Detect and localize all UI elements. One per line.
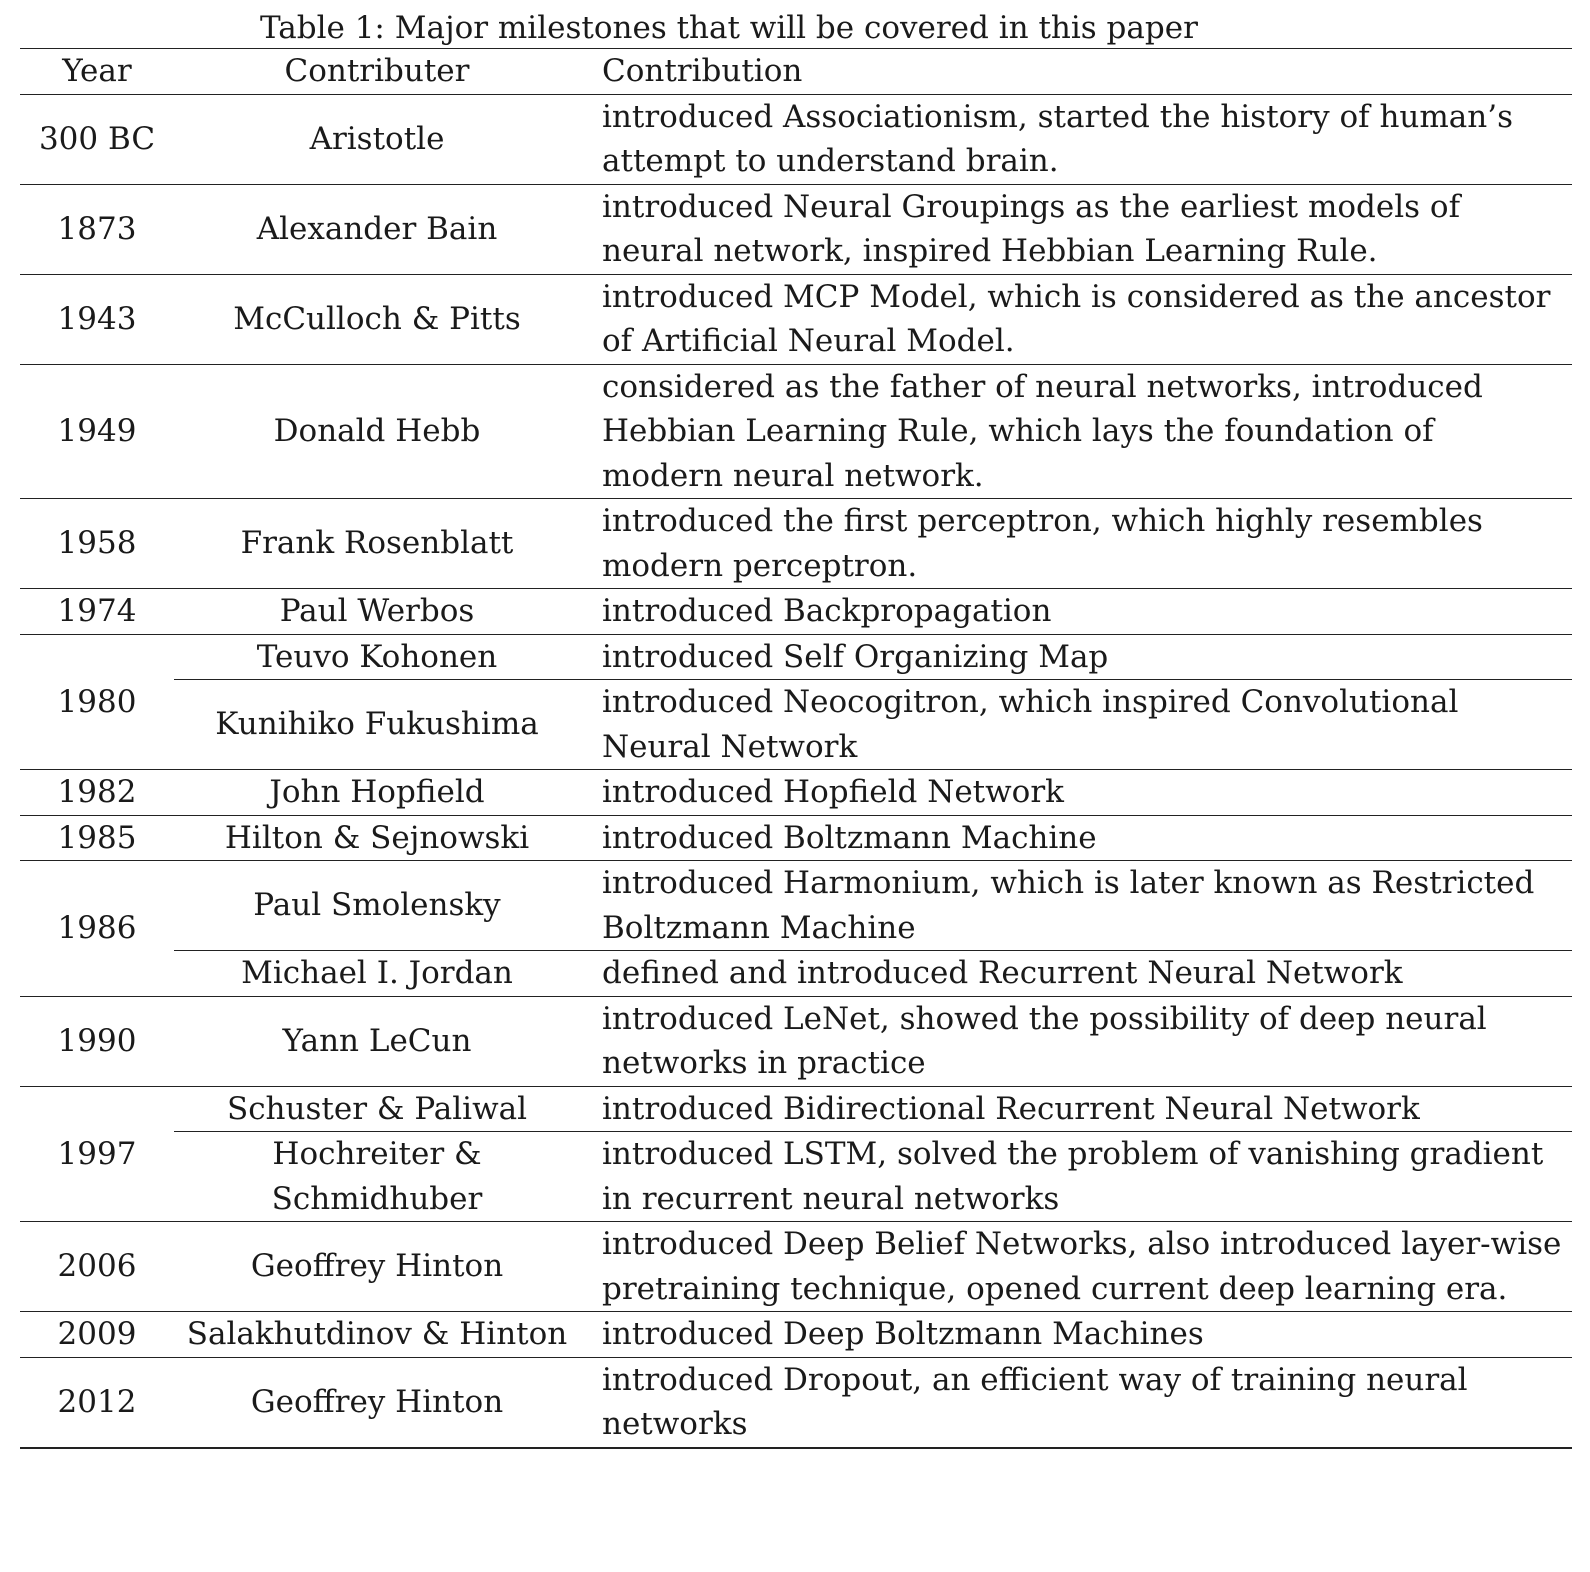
cell-contributer: Teuvo Kohonen <box>174 634 580 680</box>
cell-year: 1986 <box>20 861 174 997</box>
cell-contribution: introduced Dropout, an efficient way of training neural networks <box>580 1357 1572 1448</box>
table-row <box>20 634 1572 680</box>
table-row <box>20 184 1572 274</box>
table-row <box>20 589 1572 635</box>
cell-contribution: introduced LeNet, showed the possibility of deep neural networks in practice <box>580 996 1572 1086</box>
cell-contribution: introduced Boltzmann Machine <box>580 815 1572 861</box>
cell-contribution: introduced Harmonium, which is later known as Restricted Boltzmann Machine <box>580 861 1572 951</box>
cell-contribution: introduced LSTM, solved the problem of vanishing gradient in recurrent neural networks <box>580 1132 1572 1222</box>
cell-contribution: introduced Neocogitron, which inspired Convolutional Neural Network <box>580 680 1572 770</box>
cell-contribution: defined and introduced Recurrent Neural Network <box>580 951 1572 997</box>
milestones-table <box>20 48 1572 1449</box>
cell-contributer: Hilton & Sejnowski <box>174 815 580 861</box>
cell-contributer: Geoffrey Hinton <box>174 1222 580 1312</box>
table-row <box>20 1312 1572 1358</box>
cell-year: 1982 <box>20 770 174 816</box>
cell-year: 1997 <box>20 1086 174 1222</box>
cell-contributer: Hochreiter & Schmidhuber <box>174 1132 580 1222</box>
cell-contribution: introduced Deep Belief Networks, also introduced layer-wise pretraining technique, opened current deep learning era. <box>580 1222 1572 1312</box>
cell-contribution: introduced MCP Model, which is considered as the ancestor of Artificial Neural Model. <box>580 274 1572 364</box>
cell-year: 1974 <box>20 589 174 635</box>
cell-contribution: introduced Neural Groupings as the earliest models of neural network, inspired Hebbian Learning Rule. <box>580 184 1572 274</box>
cell-contributer: Alexander Bain <box>174 184 580 274</box>
cell-year: 1985 <box>20 815 174 861</box>
header-row <box>20 49 1572 95</box>
table-row <box>20 274 1572 364</box>
table-header <box>20 49 1572 95</box>
cell-contributer: Michael I. Jordan <box>174 951 580 997</box>
table-row <box>20 1086 1572 1132</box>
table-row <box>20 364 1572 499</box>
header-contribution: Contribution <box>580 49 1572 95</box>
table-row <box>20 94 1572 184</box>
header-contributer: Contributer <box>174 49 580 95</box>
table-row <box>20 499 1572 589</box>
cell-contributer: Paul Werbos <box>174 589 580 635</box>
cell-contribution: considered as the father of neural networks, introduced Hebbian Learning Rule, which lays the foundation of modern neural network. <box>580 364 1572 499</box>
cell-year: 1990 <box>20 996 174 1086</box>
cell-contribution: introduced Deep Boltzmann Machines <box>580 1312 1572 1358</box>
cell-year: 1949 <box>20 364 174 499</box>
table-caption: Table 1: Major milestones that will be covered in this paper <box>260 10 1198 46</box>
cell-contribution: introduced Hopfield Network <box>580 770 1572 816</box>
cell-year: 300 BC <box>20 94 174 184</box>
header-year: Year <box>20 49 174 95</box>
table-row <box>20 996 1572 1086</box>
cell-contribution: introduced Backpropagation <box>580 589 1572 635</box>
table-row <box>20 1132 1572 1222</box>
cell-year: 1873 <box>20 184 174 274</box>
table-row <box>20 1222 1572 1312</box>
table-body <box>20 94 1572 1448</box>
table-row <box>20 951 1572 997</box>
cell-contributer: Paul Smolensky <box>174 861 580 951</box>
table-row <box>20 1357 1572 1448</box>
cell-contributer: Schuster & Paliwal <box>174 1086 580 1132</box>
cell-year: 1943 <box>20 274 174 364</box>
cell-contributer: Yann LeCun <box>174 996 580 1086</box>
cell-year: 1958 <box>20 499 174 589</box>
cell-contribution: introduced Associationism, started the history of human’s attempt to understand brain. <box>580 94 1572 184</box>
table-row <box>20 770 1572 816</box>
cell-contribution: introduced the first perceptron, which highly resembles modern perceptron. <box>580 499 1572 589</box>
cell-contribution: introduced Bidirectional Recurrent Neural Network <box>580 1086 1572 1132</box>
cell-contributer: Kunihiko Fukushima <box>174 680 580 770</box>
cell-contributer: John Hopfield <box>174 770 580 816</box>
cell-contributer: McCulloch & Pitts <box>174 274 580 364</box>
cell-contributer: Aristotle <box>174 94 580 184</box>
cell-year: 1980 <box>20 634 174 770</box>
cell-contributer: Salakhutdinov & Hinton <box>174 1312 580 1358</box>
cell-contributer: Donald Hebb <box>174 364 580 499</box>
cell-year: 2006 <box>20 1222 174 1312</box>
table-row <box>20 861 1572 951</box>
cell-contributer: Geoffrey Hinton <box>174 1357 580 1448</box>
table-row <box>20 815 1572 861</box>
table-row <box>20 680 1572 770</box>
cell-contributer: Frank Rosenblatt <box>174 499 580 589</box>
cell-year: 2009 <box>20 1312 174 1358</box>
cell-contribution: introduced Self Organizing Map <box>580 634 1572 680</box>
cell-year: 2012 <box>20 1357 174 1448</box>
